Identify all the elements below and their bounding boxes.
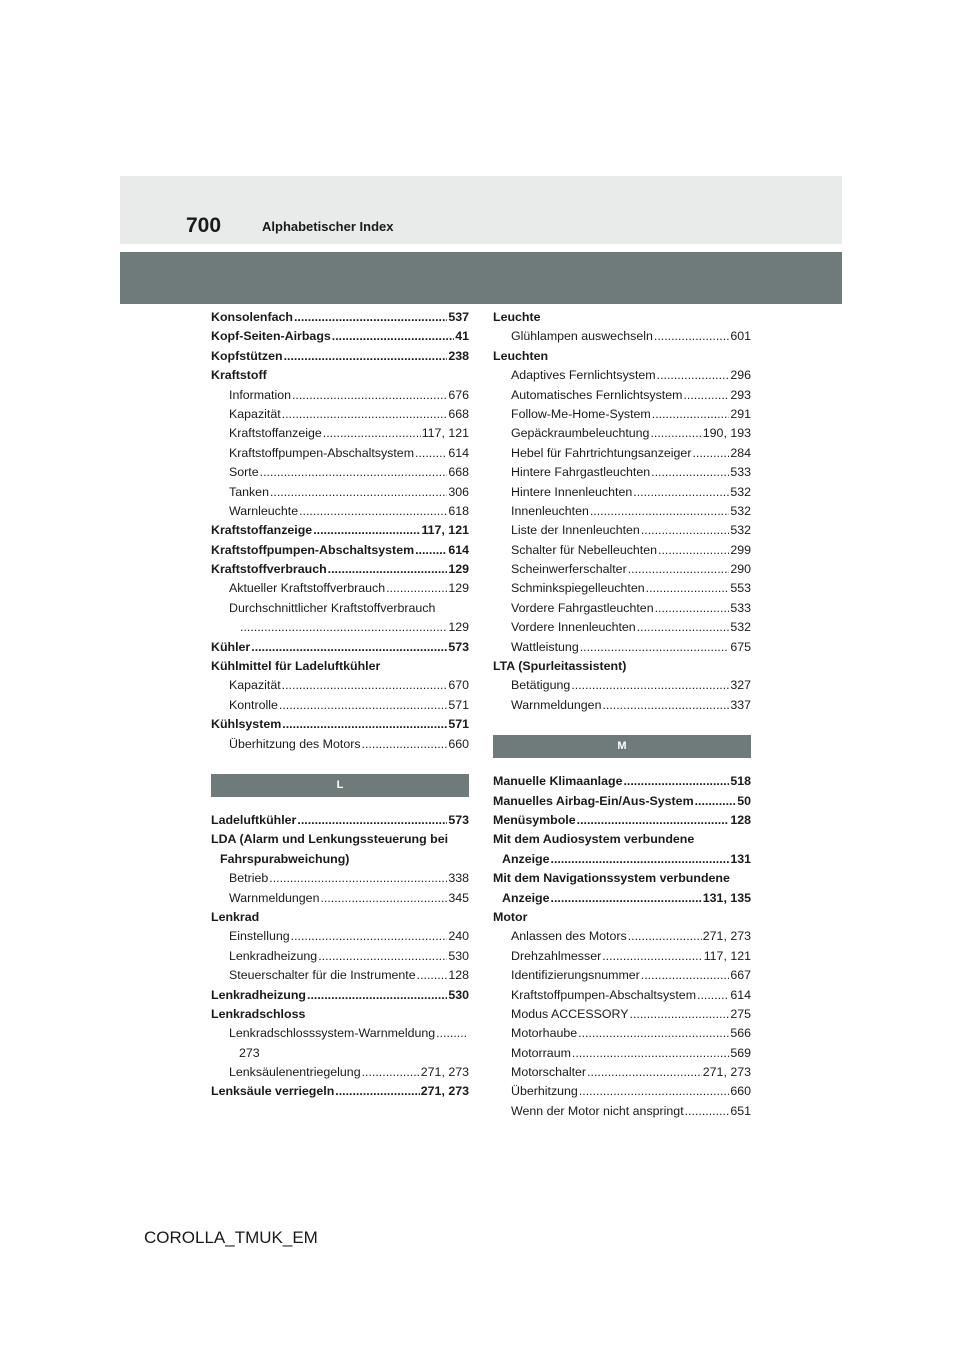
index-entry-label: Hintere Innenleuchten — [511, 484, 633, 499]
dot-leader — [633, 483, 729, 502]
index-entry — [493, 696, 751, 715]
index-entry-pages: 660 — [448, 736, 469, 751]
index-entry — [211, 850, 469, 869]
dot-leader — [386, 579, 447, 598]
dot-leader — [571, 676, 729, 695]
index-entry-label: Kopf-Seiten-Airbags — [211, 329, 331, 344]
index-entry — [493, 463, 751, 482]
index-entry-pages: 675 — [730, 639, 751, 654]
index-entry-pages: 306 — [448, 484, 469, 499]
index-entry-label: Mit dem Audiosystem verbundene — [493, 832, 695, 847]
index-entry-label: Anlassen des Motors — [511, 929, 627, 944]
index-entry-label: Überhitzung — [511, 1084, 578, 1099]
dot-leader — [657, 366, 730, 385]
index-entry-pages: 50 — [737, 793, 751, 808]
index-entry-pages: 668 — [448, 406, 469, 421]
index-entry-pages: 117, 121 — [421, 426, 469, 441]
index-entry-pages: 290 — [730, 562, 751, 577]
index-entry-label: Kapazität — [229, 406, 281, 421]
index-entry-pages: 345 — [448, 890, 469, 905]
index-entry-label: Kühler — [211, 639, 251, 654]
index-entry-pages: 117, 121 — [421, 523, 469, 538]
index-entry — [211, 1044, 469, 1063]
dot-leader — [623, 772, 729, 791]
index-entry — [211, 599, 469, 618]
index-entry — [211, 444, 469, 463]
index-entry-label: Kraftstoff — [211, 368, 267, 383]
index-entry-pages: 573 — [448, 639, 469, 654]
dot-leader — [697, 986, 729, 1005]
dot-leader — [279, 696, 447, 715]
index-entry-pages: 553 — [730, 581, 751, 596]
index-entry-pages: 291 — [730, 406, 751, 421]
index-entry-pages: 271, 273 — [702, 1065, 751, 1080]
document-code: COROLLA_TMUK_EM — [144, 1228, 318, 1247]
dot-leader — [318, 947, 447, 966]
header-bar — [120, 252, 842, 304]
index-entry-pages: 614 — [730, 987, 751, 1002]
index-entry-pages: 117, 121 — [703, 948, 751, 963]
index-entry-pages: 667 — [730, 968, 751, 983]
dot-leader — [637, 618, 730, 637]
index-entry-label: Lenkradschlosssystem-Warnmeldung — [229, 1026, 436, 1041]
index-entry — [211, 869, 469, 888]
index-entry-label: Kühlsystem — [211, 717, 282, 732]
index-entry-label: Warnleuchte — [229, 503, 299, 518]
index-entry-label: Durchschnittlicher Kraftstoffverbrauch — [229, 600, 436, 615]
index-entry-pages: 518 — [730, 774, 751, 789]
index-entry-pages: 532 — [730, 503, 751, 518]
index-entry-label: Wenn der Motor nicht anspringt — [511, 1103, 684, 1118]
index-entry — [493, 1024, 751, 1043]
index-entry-label: Kraftstoffpumpen-Abschaltsystem — [229, 445, 415, 460]
dot-leader — [313, 521, 420, 540]
index-entry-label: Überhitzung des Motors — [229, 736, 361, 751]
index-entry — [493, 424, 751, 443]
index-entry-label: Kopfstützen — [211, 348, 283, 363]
index-entry-label: Anzeige — [502, 890, 550, 905]
index-entry-label: Kraftstoffverbrauch — [211, 562, 327, 577]
dot-leader — [415, 541, 447, 560]
index-entry-label: Konsolenfach — [211, 310, 293, 324]
dot-leader — [282, 715, 447, 734]
index-entry-pages: 571 — [448, 697, 469, 712]
index-entry-label: Lenkradheizung — [229, 948, 318, 963]
index-entry — [493, 869, 751, 888]
index-entry-pages: 293 — [730, 387, 751, 402]
index-entry — [211, 463, 469, 482]
dot-leader — [580, 638, 730, 657]
index-entry-pages: 668 — [448, 465, 469, 480]
index-entry-label: Drehzahlmesser — [511, 948, 602, 963]
dot-leader — [692, 444, 729, 463]
index-entry — [493, 579, 751, 598]
index-entry-pages: 569 — [730, 1045, 751, 1060]
index-entry-pages: 240 — [448, 929, 469, 944]
index-entry-label: Identifizierungsnummer — [511, 968, 640, 983]
index-entry — [493, 927, 751, 946]
dot-leader — [652, 405, 730, 424]
index-entry — [211, 327, 469, 346]
dot-leader — [251, 638, 447, 657]
index-entry-pages: 676 — [448, 387, 469, 402]
index-entry — [211, 502, 469, 521]
index-entry-label: LTA (Spurleitassistent) — [493, 659, 627, 674]
index-entry — [211, 908, 469, 927]
index-entry-pages: 533 — [730, 465, 751, 480]
index-entry — [211, 986, 469, 1005]
index-entry — [211, 889, 469, 908]
index-entry — [493, 966, 751, 985]
index-entry-label: Gepäckraumbeleuchtung — [511, 426, 650, 441]
dot-leader — [628, 560, 730, 579]
index-entry — [211, 1024, 469, 1043]
index-entry-label: Vordere Innenleuchten — [511, 620, 636, 635]
index-entry — [493, 366, 751, 385]
index-entry — [493, 1005, 751, 1024]
index-entry-label: Follow-Me-Home-System — [511, 406, 651, 421]
index-entry — [211, 638, 469, 657]
index-entry-label: Information — [229, 387, 291, 402]
dot-leader — [655, 599, 730, 618]
index-entry-label: Wattleistung — [511, 639, 579, 654]
dot-leader — [436, 1024, 468, 1043]
index-entry-pages: 651 — [730, 1103, 751, 1118]
index-entry-label: Hebel für Fahrtrichtungsanzeiger — [511, 445, 692, 460]
index-entry-label: Motor — [493, 909, 528, 924]
index-entry — [493, 1063, 751, 1082]
dot-leader — [282, 405, 448, 424]
dot-leader — [417, 966, 448, 985]
dot-leader — [658, 541, 729, 560]
index-entry-pages: 271, 273 — [702, 929, 751, 944]
index-entry — [493, 560, 751, 579]
index-entry-label: Leuchten — [493, 348, 549, 363]
index-entry — [493, 405, 751, 424]
index-entry — [493, 521, 751, 540]
dot-leader — [683, 386, 729, 405]
index-entry — [211, 424, 469, 443]
index-entry-label: Automatisches Fernlichtsystem — [511, 387, 683, 402]
dot-leader — [335, 1082, 419, 1101]
index-entry-pages: 571 — [448, 717, 469, 732]
index-entry — [211, 1082, 469, 1101]
index-entry-label: 273 — [239, 1045, 260, 1060]
index-entry — [211, 1005, 469, 1024]
index-entry-label: Glühlampen auswechseln — [511, 329, 653, 344]
index-entry-label: Mit dem Navigationssystem verbundene — [493, 871, 730, 886]
index-entry-label: Adaptives Fernlichtsystem — [511, 368, 656, 383]
index-entry-label: Schalter für Nebelleuchten — [511, 542, 658, 557]
index-entry — [493, 327, 751, 346]
index-entry-label: Kontrolle — [229, 697, 278, 712]
index-entry-label: Lenksäule verriegeln — [211, 1084, 335, 1099]
index-entry — [211, 483, 469, 502]
index-group-k — [211, 308, 469, 754]
index-entry-pages: 532 — [730, 620, 751, 635]
index-entry-label: Ladeluftkühler — [211, 812, 297, 827]
index-entry-pages: 275 — [730, 1006, 751, 1021]
index-entry — [211, 521, 469, 540]
section-title: Alphabetischer Index — [262, 219, 394, 234]
index-entry-label: Steuerschalter für die Instrumente — [229, 968, 416, 983]
dot-leader — [685, 1102, 730, 1121]
index-entry-pages: 271, 273 — [420, 1084, 469, 1099]
index-entry — [211, 618, 469, 637]
dot-leader — [292, 386, 447, 405]
index-entry-label: Manuelles Airbag-Ein/Aus-System — [493, 793, 694, 808]
index-entry-label: Fahrspurabweichung) — [220, 851, 350, 866]
index-entry-label: Kraftstoffanzeige — [229, 426, 322, 441]
index-entry-label: Leuchte — [493, 310, 541, 324]
index-entry-pages: 537 — [448, 310, 469, 324]
page-number: 700 — [186, 214, 222, 237]
index-entry-pages: 338 — [448, 871, 469, 886]
dot-leader — [641, 966, 730, 985]
index-group-l-cont — [493, 308, 751, 715]
index-column-left — [211, 308, 469, 1102]
dot-leader — [628, 927, 702, 946]
index-entry-pages: 299 — [730, 542, 751, 557]
index-entry-label: Scheinwerferschalter — [511, 562, 627, 577]
index-group-l — [211, 811, 469, 1102]
index-entry-pages: 238 — [448, 348, 469, 363]
index-entry — [493, 850, 751, 869]
index-entry — [493, 889, 751, 908]
index-entry-label: Modus ACCESSORY — [511, 1006, 629, 1021]
index-entry — [211, 657, 469, 676]
index-entry — [493, 772, 751, 791]
dot-leader — [650, 424, 701, 443]
index-entry — [493, 483, 751, 502]
dot-leader — [641, 521, 729, 540]
index-entry-label: Innenleuchten — [511, 503, 589, 518]
index-entry — [493, 1044, 751, 1063]
index-entry — [493, 986, 751, 1005]
index-entry — [493, 444, 751, 463]
index-entry-pages: 337 — [730, 697, 751, 712]
index-entry-label: Warnmeldungen — [229, 890, 320, 905]
index-entry-label: Betrieb — [229, 871, 269, 886]
dot-leader — [579, 1082, 730, 1101]
index-entry — [211, 966, 469, 985]
index-entry — [493, 386, 751, 405]
dot-leader — [695, 792, 737, 811]
index-entry-pages: 566 — [730, 1026, 751, 1041]
index-entry-label: Lenksäulenentriegelung — [229, 1065, 361, 1080]
index-entry — [493, 599, 751, 618]
index-entry-label: Kapazität — [229, 678, 281, 693]
dot-leader — [284, 347, 448, 366]
index-entry — [493, 1102, 751, 1121]
index-entry — [211, 560, 469, 579]
index-entry-label: Kühlmittel für Ladeluftkühler — [211, 659, 381, 674]
dot-leader — [415, 444, 447, 463]
index-entry — [211, 386, 469, 405]
index-entry-label: Vordere Fahrgastleuchten — [511, 600, 654, 615]
index-entry — [211, 811, 469, 830]
index-entry-label: Kraftstoffpumpen-Abschaltsystem — [211, 542, 415, 557]
index-entry-label: Tanken — [229, 484, 269, 499]
index-entry-label: Menüsymbole — [493, 812, 576, 827]
dot-leader — [630, 1005, 730, 1024]
index-entry-pages: 660 — [730, 1084, 751, 1099]
index-entry — [493, 618, 751, 637]
index-entry — [211, 1063, 469, 1082]
index-entry — [493, 811, 751, 830]
header-band — [120, 176, 842, 244]
index-entry — [211, 947, 469, 966]
dot-leader — [646, 579, 730, 598]
index-entry-pages: 296 — [730, 368, 751, 383]
index-entry — [211, 308, 469, 327]
index-entry — [211, 405, 469, 424]
index-entry — [493, 638, 751, 657]
index-entry-pages: 533 — [730, 600, 751, 615]
dot-leader — [291, 927, 448, 946]
index-entry — [211, 676, 469, 695]
index-entry-label: Manuelle Klimaanlage — [493, 774, 623, 789]
index-column-right — [493, 308, 751, 1121]
index-entry-label: Aktueller Kraftstoffverbrauch — [229, 581, 386, 596]
dot-leader — [551, 850, 730, 869]
index-entry-label: Schminkspiegelleuchten — [511, 581, 645, 596]
index-entry — [211, 579, 469, 598]
index-entry-pages: 532 — [730, 484, 751, 499]
index-entry-pages: 284 — [730, 445, 751, 460]
index-entry-pages: 601 — [730, 329, 751, 344]
index-entry — [493, 657, 751, 676]
index-entry-pages: 614 — [448, 445, 469, 460]
dot-leader — [590, 502, 729, 521]
index-entry — [493, 1082, 751, 1101]
dot-leader — [269, 869, 447, 888]
dot-leader — [572, 1044, 729, 1063]
index-entry — [493, 908, 751, 927]
index-entry-label: Kraftstoffanzeige — [211, 523, 313, 538]
index-entry-pages: 190, 193 — [702, 426, 751, 441]
dot-leader — [323, 424, 421, 443]
index-entry — [211, 715, 469, 734]
index-entry-pages: 41 — [455, 329, 469, 344]
index-entry-label: Einstellung — [229, 929, 290, 944]
index-entry-label: Lenkradheizung — [211, 987, 307, 1002]
index-entry-label: Warnmeldungen — [511, 697, 602, 712]
dot-leader — [362, 735, 448, 754]
index-entry — [211, 696, 469, 715]
index-entry-label: Hintere Fahrgastleuchten — [511, 465, 651, 480]
index-entry — [493, 830, 751, 849]
index-entry — [493, 676, 751, 695]
index-entry-label: Motorhaube — [511, 1026, 578, 1041]
index-entry — [493, 502, 751, 521]
dot-leader — [578, 1024, 729, 1043]
index-entry-label: Lenkrad — [211, 909, 260, 924]
index-entry-label: Sorte — [229, 465, 259, 480]
dot-leader — [362, 1063, 420, 1082]
dot-leader — [332, 327, 454, 346]
dot-leader — [260, 463, 448, 482]
dot-leader — [602, 947, 702, 966]
index-entry — [493, 347, 751, 366]
index-entry-pages: 129 — [448, 562, 469, 577]
index-entry — [211, 366, 469, 385]
index-entry-pages: 327 — [730, 678, 751, 693]
dot-leader — [294, 308, 447, 327]
dot-leader — [282, 676, 448, 695]
index-entry-pages: 129 — [448, 581, 469, 596]
index-entry-pages: 129 — [448, 620, 469, 635]
dot-leader — [602, 696, 729, 715]
dot-leader — [651, 463, 729, 482]
index-entry-pages: 131, 135 — [702, 890, 751, 905]
index-entry-pages: 271, 273 — [420, 1065, 469, 1080]
index-entry-pages: 530 — [448, 948, 469, 963]
index-entry — [493, 947, 751, 966]
index-entry-pages: 128 — [448, 968, 469, 983]
dot-leader — [240, 618, 447, 637]
index-entry — [211, 735, 469, 754]
dot-leader — [551, 889, 702, 908]
index-entry-pages: 618 — [448, 503, 469, 518]
index-entry-pages: 614 — [448, 542, 469, 557]
dot-leader — [587, 1063, 702, 1082]
index-entry — [493, 541, 751, 560]
index-entry-pages: 131 — [730, 851, 751, 866]
dot-leader — [270, 483, 447, 502]
dot-leader — [307, 986, 447, 1005]
index-entry-label: Anzeige — [502, 851, 550, 866]
dot-leader — [577, 811, 730, 830]
index-group-m — [493, 772, 751, 1121]
dot-leader — [328, 560, 448, 579]
index-entry — [493, 308, 751, 327]
dot-leader — [654, 327, 729, 346]
dot-leader — [299, 502, 447, 521]
dot-leader — [320, 889, 447, 908]
index-entry-pages: 532 — [730, 523, 751, 538]
dot-leader — [297, 811, 447, 830]
index-entry-label: Motorraum — [511, 1045, 571, 1060]
index-entry — [211, 541, 469, 560]
index-entry — [211, 347, 469, 366]
letter-heading-m: M — [493, 735, 751, 758]
index-entry-pages: 530 — [448, 987, 469, 1002]
index-entry-pages: 128 — [730, 812, 751, 827]
index-entry-pages: 573 — [448, 812, 469, 827]
index-entry — [493, 792, 751, 811]
index-entry-label: Lenkradschloss — [211, 1006, 306, 1021]
index-entry-label: Motorschalter — [511, 1065, 587, 1080]
index-entry-label: Kraftstoffpumpen-Abschaltsystem — [511, 987, 697, 1002]
index-entry-label: Betätigung — [511, 678, 571, 693]
index-entry-label: Liste der Innenleuchten — [511, 523, 640, 538]
letter-heading-l: L — [211, 774, 469, 797]
index-entry — [211, 830, 469, 849]
index-entry — [211, 927, 469, 946]
index-entry-pages: 670 — [448, 678, 469, 693]
index-entry-label: LDA (Alarm und Lenkungssteuerung bei — [211, 832, 449, 847]
